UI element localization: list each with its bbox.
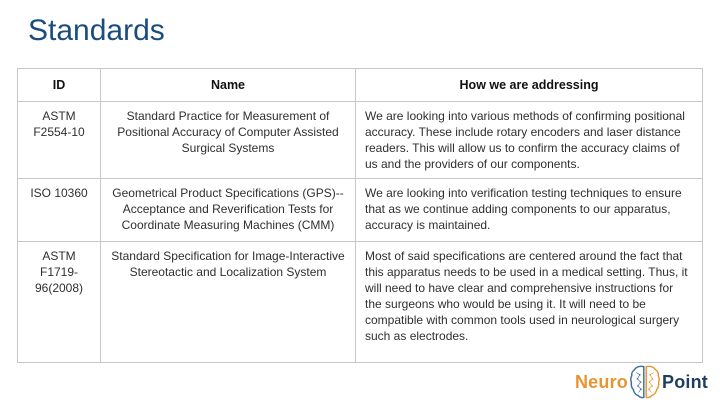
row1-id: ASTM F2554-10: [18, 102, 101, 179]
logo-text-neuro: Neuro: [574, 371, 628, 392]
table-row: [18, 102, 703, 179]
row2-addressing: We are looking into verification testing techniques to ensure that as we continue adding components to our apparatus, accuracy is maintained.: [356, 179, 703, 242]
neuropoint-logo: [575, 362, 708, 402]
row2-id: ISO 10360: [18, 179, 101, 242]
header-id: ID: [18, 69, 101, 102]
row1-name: Standard Practice for Measurement of Positional Accuracy of Computer Assisted Surgical Systems: [101, 102, 356, 179]
table-row: [18, 242, 703, 363]
header-addressing: How we are addressing: [356, 69, 703, 102]
logo-text-point: Point: [662, 371, 708, 392]
row2-name: Geometrical Product Specifications (GPS)-- Acceptance and Reverification Tests for Coordinate Measuring Machines (CMM): [101, 179, 356, 242]
row3-name: Standard Specification for Image-Interactive Stereotactic and Localization System: [101, 242, 356, 363]
row3-id: ASTM F1719-96(2008): [18, 242, 101, 363]
brain-icon: [629, 363, 661, 401]
standards-table: [17, 68, 703, 363]
table-row: [18, 179, 703, 242]
table-header-row: [18, 69, 703, 102]
row1-addressing: We are looking into various methods of confirming positional accuracy. These include rotary encoders and laser distance readers. This will allow us to confirm the accuracy claims of us and the providers of our components.: [356, 102, 703, 179]
page-title: Standards: [28, 14, 165, 47]
header-name: Name: [101, 69, 356, 102]
row3-addressing: Most of said specifications are centered around the fact that this apparatus needs to be used in a medical setting. Thus, it will need to have clear and comprehensive instructions for the surgeons who would be using it. It will need to be compatible with common tools used in neurological surgery such as electrodes.: [356, 242, 703, 363]
